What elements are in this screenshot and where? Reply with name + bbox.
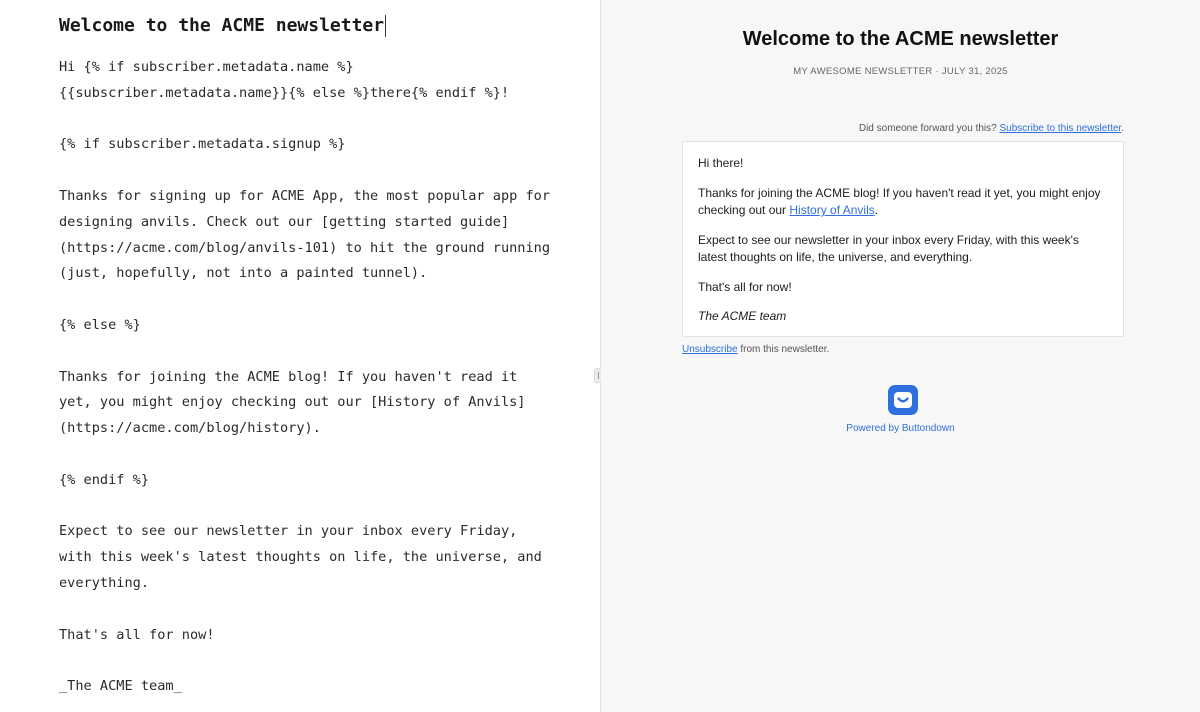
- editor-line: _The ACME team_: [59, 678, 182, 695]
- unsubscribe-notice: [682, 344, 829, 355]
- forward-text: Did someone forward you this?: [858, 123, 1000, 134]
- unsubscribe-link[interactable]: Unsubscribe: [682, 344, 738, 355]
- editor-line: {% else %}: [59, 316, 141, 333]
- editor-line: with this week's latest thoughts on life, the universe, and: [59, 549, 542, 566]
- buttondown-logo-icon[interactable]: [888, 385, 918, 415]
- editor-line: [59, 494, 549, 520]
- editor-line: (just, hopefully, not into a painted tunnel).: [59, 265, 428, 282]
- editor-line: [59, 597, 549, 623]
- email-preview: [601, 0, 1200, 712]
- preview-meta: MY AWESOME NEWSLETTER · JULY 31, 2025: [793, 66, 1008, 77]
- editor-line: (https://acme.com/blog/history).: [59, 420, 321, 437]
- greeting-text: Hi there!: [698, 156, 744, 170]
- editor-line: designing anvils. Check out our [getting started guide]: [59, 213, 510, 230]
- editor-line: [59, 287, 549, 313]
- editor-line: Thanks for signing up for ACME App, the most popular app for: [59, 187, 551, 204]
- editor-line: Thanks for joining the ACME blog! If you haven't read it: [59, 368, 518, 385]
- paragraph-1-text: Thanks for joining the ACME blog! If you haven't read it yet, you might enjoy checking out our: [698, 185, 1101, 217]
- editor-line: {% if subscriber.metadata.signup %}: [59, 136, 346, 153]
- editor-line: {% endif %}: [59, 471, 150, 488]
- editor-line: {{subscriber.metadata.name}}{% else %}there{% endif %}!: [59, 84, 510, 101]
- paragraph-3: That's all for now!: [698, 279, 792, 294]
- editor-line: Expect to see our newsletter in your inbox every Friday,: [59, 523, 518, 540]
- editor-line: Hi {% if subscriber.metadata.name %}: [59, 59, 354, 75]
- forward-end: .: [1121, 123, 1124, 134]
- editor-line: That's all for now!: [59, 626, 215, 643]
- powered-by-link[interactable]: Powered by Buttondown: [846, 423, 955, 434]
- editor-line: [59, 107, 549, 133]
- editor-line: [59, 158, 549, 184]
- email-body-card: [682, 141, 1124, 337]
- unsubscribe-text: from this newsletter.: [737, 344, 830, 355]
- history-of-anvils-link[interactable]: History of Anvils: [789, 203, 875, 217]
- paragraph-1: [698, 185, 1107, 220]
- editor-body[interactable]: [59, 55, 549, 700]
- editor-line: [59, 339, 549, 365]
- editor-line: [59, 648, 549, 674]
- editor-line: [59, 442, 549, 468]
- editor-title[interactable]: [59, 14, 386, 38]
- editor-line: (https://acme.com/blog/anvils-101) to hit the ground running: [59, 239, 551, 256]
- editor-line: everything.: [59, 574, 150, 591]
- preview-title: Welcome to the ACME newsletter: [742, 28, 1059, 50]
- paragraph-1-end: .: [874, 203, 879, 217]
- forward-notice: [859, 123, 1124, 134]
- text-caret: [385, 15, 386, 37]
- subscribe-link[interactable]: Subscribe to this newsletter: [999, 123, 1122, 134]
- editor-line: yet, you might enjoy checking out our [History of Anvils]: [59, 394, 526, 411]
- signature: The ACME team: [698, 309, 787, 323]
- editor-title-text: Welcome to the ACME newsletter: [59, 15, 385, 36]
- paragraph-2: Expect to see our newsletter in your inbox every Friday, with this week's latest thoughts on life, the universe, and everything.: [698, 232, 1079, 264]
